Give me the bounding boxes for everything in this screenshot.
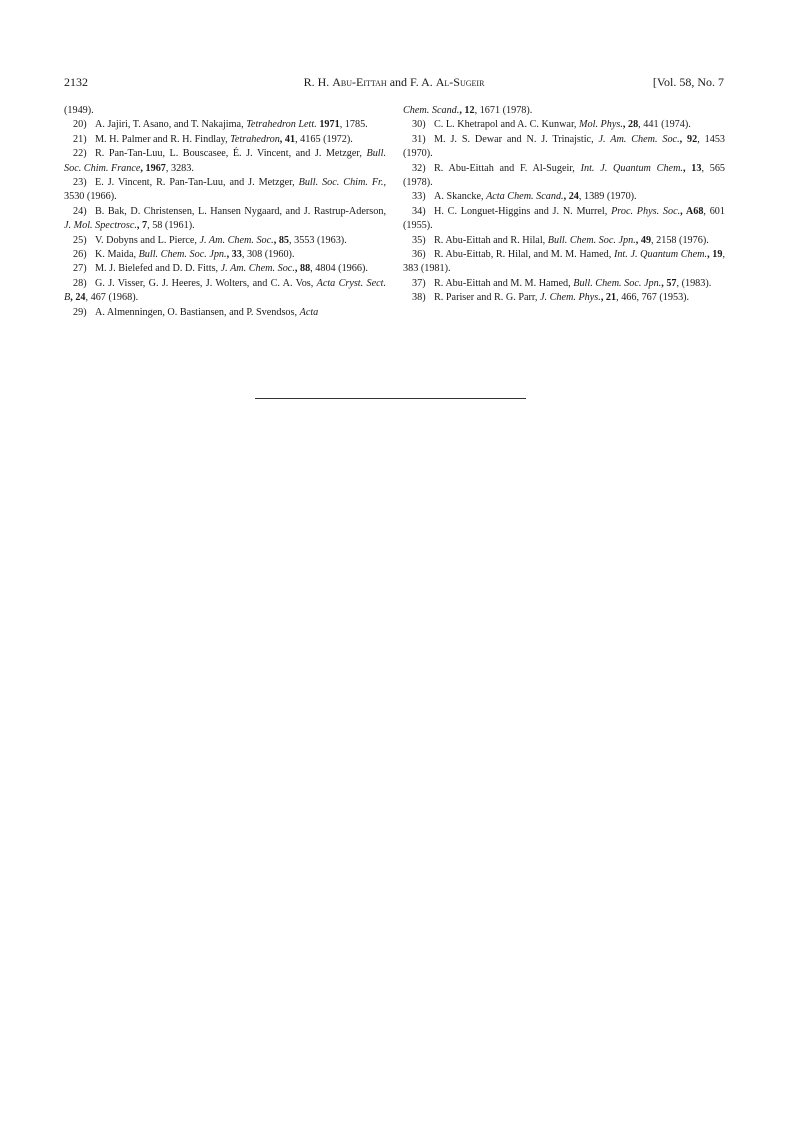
reference-volume: , A68 bbox=[680, 205, 704, 217]
reference-number: 28) bbox=[73, 277, 87, 289]
reference-item bbox=[64, 118, 386, 132]
reference-journal: Acta Cryst. Sect. B bbox=[64, 277, 386, 304]
reference-journal: Tetrahedron Lett. bbox=[246, 119, 317, 131]
reference-number: 32) bbox=[412, 162, 426, 174]
reference-authors: A. Almenningen, O. Bastiansen, and P. Svendsos, bbox=[95, 306, 300, 318]
reference-journal: Tetrahedron bbox=[230, 133, 280, 145]
reference-journal: Bull. Soc. Chim. Fr. bbox=[298, 177, 384, 189]
reference-journal: Int. J. Quantum Chem. bbox=[613, 249, 708, 261]
reference-volume: 1971 bbox=[316, 119, 340, 131]
reference-authors: R. Abu-Eittah and M. M. Hamed, bbox=[434, 277, 574, 289]
reference-number: 21) bbox=[73, 133, 87, 145]
reference-volume: , 57 bbox=[661, 277, 677, 289]
reference-number: 38) bbox=[412, 292, 426, 304]
reference-volume: , 7 bbox=[136, 220, 148, 232]
reference-volume: , 33 bbox=[226, 249, 242, 261]
reference-authors: M. J. Bielefed and D. D. Fitts, bbox=[95, 263, 221, 275]
reference-volume: , 13 bbox=[682, 162, 702, 174]
reference-volume: , 85 bbox=[273, 234, 290, 246]
reference-pages: , 308 (1960). bbox=[241, 249, 295, 261]
reference-item bbox=[403, 291, 725, 305]
reference-number: 23) bbox=[73, 177, 87, 189]
reference-number: 30) bbox=[412, 119, 426, 131]
references-right-column bbox=[403, 104, 725, 306]
reference-item bbox=[403, 162, 725, 191]
reference-authors: R. Pan-Tan-Luu, L. Bouscasee, É. J. Vincent, and J. Metzger, bbox=[95, 148, 367, 160]
reference-item bbox=[64, 205, 386, 234]
reference-number: 36) bbox=[412, 249, 426, 261]
reference-item bbox=[64, 277, 386, 306]
reference-number: 34) bbox=[412, 205, 426, 217]
reference-volume: , 92 bbox=[679, 133, 698, 145]
reference-pages: , 3530 (1966). bbox=[64, 177, 386, 203]
reference-item bbox=[64, 248, 386, 262]
reference-volume: , 49 bbox=[635, 234, 652, 246]
reference-pages: , 466, 767 (1953). bbox=[616, 292, 690, 304]
reference-item bbox=[64, 104, 386, 118]
reference-volume: , 24 bbox=[563, 191, 579, 203]
reference-number: 24) bbox=[73, 205, 87, 217]
reference-item bbox=[403, 118, 725, 132]
reference-authors: A. Jajiri, T. Asano, and T. Nakajima, bbox=[95, 119, 247, 131]
volume-info: [Vol. 58, No. 7 bbox=[652, 75, 724, 89]
reference-pages: , 58 (1961). bbox=[147, 220, 195, 232]
reference-authors: C. L. Khetrapol and A. C. Kunwar, bbox=[434, 119, 580, 131]
reference-number: 29) bbox=[73, 306, 87, 318]
reference-volume: , 88 bbox=[294, 263, 311, 275]
reference-pages: , 3553 (1963). bbox=[289, 234, 347, 246]
reference-journal: Proc. Phys. Soc. bbox=[611, 205, 681, 217]
running-title bbox=[64, 74, 724, 90]
reference-number: 33) bbox=[412, 191, 426, 203]
reference-volume: , 24 bbox=[70, 292, 86, 304]
author-2-surname: Al-Sugeir bbox=[435, 75, 485, 89]
reference-journal: Bull. Chem. Soc. Jpn. bbox=[138, 249, 227, 261]
reference-pages: , 1671 (1978). bbox=[474, 105, 533, 116]
references-left-column bbox=[64, 104, 386, 320]
reference-pages: , 383 (1981). bbox=[403, 249, 725, 275]
reference-authors: M. H. Palmer and R. H. Findlay, bbox=[95, 133, 231, 145]
reference-journal: J. Am. Chem. Soc. bbox=[598, 133, 680, 145]
authors-and: and F. A. bbox=[386, 75, 436, 89]
reference-journal: Bull. Chem. Soc. Jpn. bbox=[547, 234, 636, 246]
reference-authors: K. Maida, bbox=[95, 249, 139, 261]
reference-authors: R. Abu-Eittah and R. Hilal, bbox=[434, 234, 548, 246]
reference-journal: J. Mol. Spectrosc. bbox=[64, 220, 137, 232]
reference-pages: , 4165 (1972). bbox=[295, 133, 353, 145]
reference-pages: , 1785. bbox=[339, 119, 368, 131]
reference-number: 25) bbox=[73, 234, 87, 246]
reference-authors: G. J. Visser, G. J. Heeres, J. Wolters, and C. A. Vos, bbox=[95, 277, 317, 289]
reference-authors: M. J. S. Dewar and N. J. Trinajstic, bbox=[434, 133, 599, 145]
reference-item bbox=[403, 190, 725, 204]
reference-number: 27) bbox=[73, 263, 87, 275]
reference-pages: , 467 (1968). bbox=[85, 292, 139, 304]
reference-authors: R. Abu-Eittab, R. Hilal, and M. M. Hamed, bbox=[434, 249, 614, 261]
reference-pages: , 1453 (1970). bbox=[403, 133, 726, 160]
reference-pages: , 4804 (1966). bbox=[310, 263, 368, 275]
reference-journal: J. Chem. Phys. bbox=[539, 292, 601, 304]
reference-journal: Mol. Phys. bbox=[579, 119, 623, 131]
reference-item bbox=[403, 104, 725, 118]
reference-authors: R. Abu-Eittah and F. Al-Sugeir, bbox=[434, 162, 581, 174]
reference-pages: , 1389 (1970). bbox=[578, 191, 637, 203]
reference-number: 31) bbox=[412, 133, 426, 145]
reference-volume: , 21 bbox=[600, 292, 617, 304]
reference-authors: (1949). bbox=[64, 105, 94, 116]
reference-item bbox=[403, 133, 725, 162]
reference-authors: A. Skancke, bbox=[434, 191, 487, 203]
reference-pages: , 3283. bbox=[165, 162, 194, 174]
reference-journal: Int. J. Quantum Chem. bbox=[580, 162, 683, 174]
reference-authors: H. C. Longuet-Higgins and J. N. Murrel, bbox=[434, 205, 612, 217]
reference-number: 22) bbox=[73, 148, 87, 160]
reference-volume: , 41 bbox=[279, 133, 296, 145]
reference-pages: , 2158 (1976). bbox=[651, 234, 709, 246]
reference-pages: , 565 (1978). bbox=[403, 162, 726, 189]
reference-volume: , 12 bbox=[459, 105, 475, 116]
reference-authors: R. Pariser and R. G. Parr, bbox=[434, 292, 540, 304]
reference-authors: B. Bak, D. Christensen, L. Hansen Nygaard, and J. Rastrup-Aderson, bbox=[95, 205, 386, 217]
author-1-surname: Abu-Eittah bbox=[332, 75, 387, 89]
reference-authors: E. J. Vincent, R. Pan-Tan-Luu, and J. Metzger, bbox=[95, 177, 299, 189]
page-number: 2132 bbox=[64, 75, 88, 89]
reference-journal: Acta Chem. Scand. bbox=[486, 191, 564, 203]
reference-item bbox=[403, 277, 725, 291]
reference-journal: J. Am. Chem. Soc. bbox=[199, 234, 274, 246]
reference-authors: V. Dobyns and L. Pierce, bbox=[95, 234, 200, 246]
reference-journal: Bull. Soc. Chim. France bbox=[64, 148, 386, 174]
reference-pages: , (1983). bbox=[676, 277, 712, 289]
running-header bbox=[64, 74, 724, 90]
reference-item bbox=[64, 147, 386, 176]
reference-volume: , 28 bbox=[622, 119, 639, 131]
reference-item bbox=[64, 306, 386, 320]
reference-number: 26) bbox=[73, 249, 87, 261]
reference-item bbox=[64, 176, 386, 205]
reference-pages: , 441 (1974). bbox=[638, 119, 691, 131]
reference-item bbox=[403, 248, 725, 277]
reference-item bbox=[403, 205, 725, 234]
reference-journal: J. Am. Chem. Soc. bbox=[220, 263, 295, 275]
reference-item bbox=[64, 234, 386, 248]
reference-number: 37) bbox=[412, 277, 426, 289]
reference-journal: Acta bbox=[299, 306, 319, 318]
reference-volume: , 1967 bbox=[140, 162, 166, 174]
reference-volume: , 19 bbox=[707, 249, 723, 261]
reference-item bbox=[64, 262, 386, 276]
authors-prefix: R. H. bbox=[303, 75, 333, 89]
reference-journal: Chem. Scand. bbox=[403, 105, 460, 116]
reference-item bbox=[64, 133, 386, 147]
reference-journal: Bull. Chem. Soc. Jpn. bbox=[573, 277, 662, 289]
reference-pages: , 601 (1955). bbox=[403, 205, 725, 232]
reference-item bbox=[403, 234, 725, 248]
end-rule bbox=[255, 398, 526, 399]
reference-number: 35) bbox=[412, 234, 426, 246]
reference-number: 20) bbox=[73, 119, 87, 131]
